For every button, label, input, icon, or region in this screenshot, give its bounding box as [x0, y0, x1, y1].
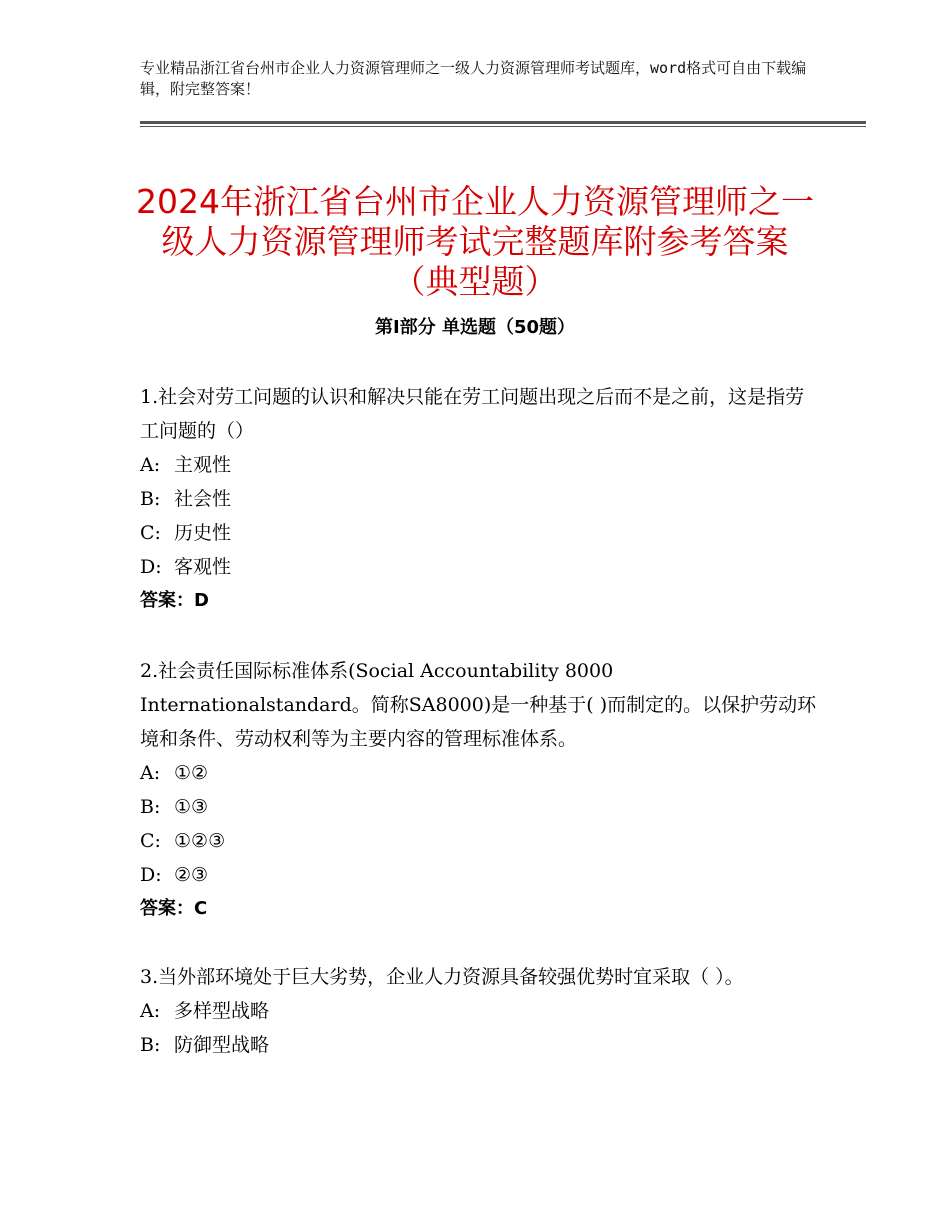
option-label: C:	[140, 522, 161, 544]
option-text: 多样型战略	[174, 1000, 270, 1022]
option-text: 历史性	[174, 522, 232, 544]
option-text: 防御型战略	[174, 1034, 270, 1056]
option-text: 客观性	[174, 556, 232, 578]
option-label: A:	[140, 454, 161, 476]
option-text: ①②③	[174, 830, 226, 852]
header-rule-thin	[140, 126, 866, 127]
answer: 答案：D	[140, 590, 209, 611]
question-1	[140, 380, 820, 618]
header-rule-thick	[140, 121, 866, 124]
option-label: B:	[140, 488, 161, 510]
answer: 答案：C	[140, 898, 208, 919]
header-note: 专业精品浙江省台州市企业人力资源管理师之一级人力资源管理师考试题库，word格式可自由下载编辑，附完整答案！	[140, 59, 807, 98]
option-label: A:	[140, 1000, 161, 1022]
option-text: ①③	[174, 796, 209, 818]
option-text: ①②	[174, 762, 209, 784]
option-a	[140, 756, 820, 790]
option-b	[140, 1028, 820, 1062]
option-c	[140, 824, 820, 858]
option-b	[140, 790, 820, 824]
option-label: B:	[140, 1034, 161, 1056]
option-a	[140, 448, 820, 482]
option-d	[140, 550, 820, 584]
option-label: D:	[140, 864, 162, 886]
option-label: C:	[140, 830, 161, 852]
document-title: 2024年浙江省台州市企业人力资源管理师之一级人力资源管理师考试完整题库附参考答案（典型题）	[136, 182, 814, 302]
option-text: ②③	[174, 864, 209, 886]
option-text: 主观性	[174, 454, 232, 476]
question-text: 3.当外部环境处于巨大劣势，企业人力资源具备较强优势时宜采取（ ）。	[140, 966, 744, 988]
option-text: 社会性	[174, 488, 232, 510]
option-d	[140, 858, 820, 892]
option-label: A:	[140, 762, 161, 784]
section-title: 第Ⅰ部分 单选题（50题）	[374, 317, 575, 338]
option-b	[140, 482, 820, 516]
option-a	[140, 994, 820, 1028]
option-label: B:	[140, 796, 161, 818]
question-text: 2.社会责任国际标准体系(Social Accountability 8000 Internationalstandard。简称SA8000)是一种基于( )而制定的。以保护劳动环境和条件、劳动权利等为主要内容的管理标准体系。	[140, 660, 817, 750]
question-3	[140, 960, 820, 1062]
question-2	[140, 654, 820, 926]
option-label: D:	[140, 556, 162, 578]
question-text: 1.社会对劳工问题的认识和解决只能在劳工问题出现之后而不是之前，这是指劳工问题的（）	[140, 386, 805, 442]
option-c	[140, 516, 820, 550]
